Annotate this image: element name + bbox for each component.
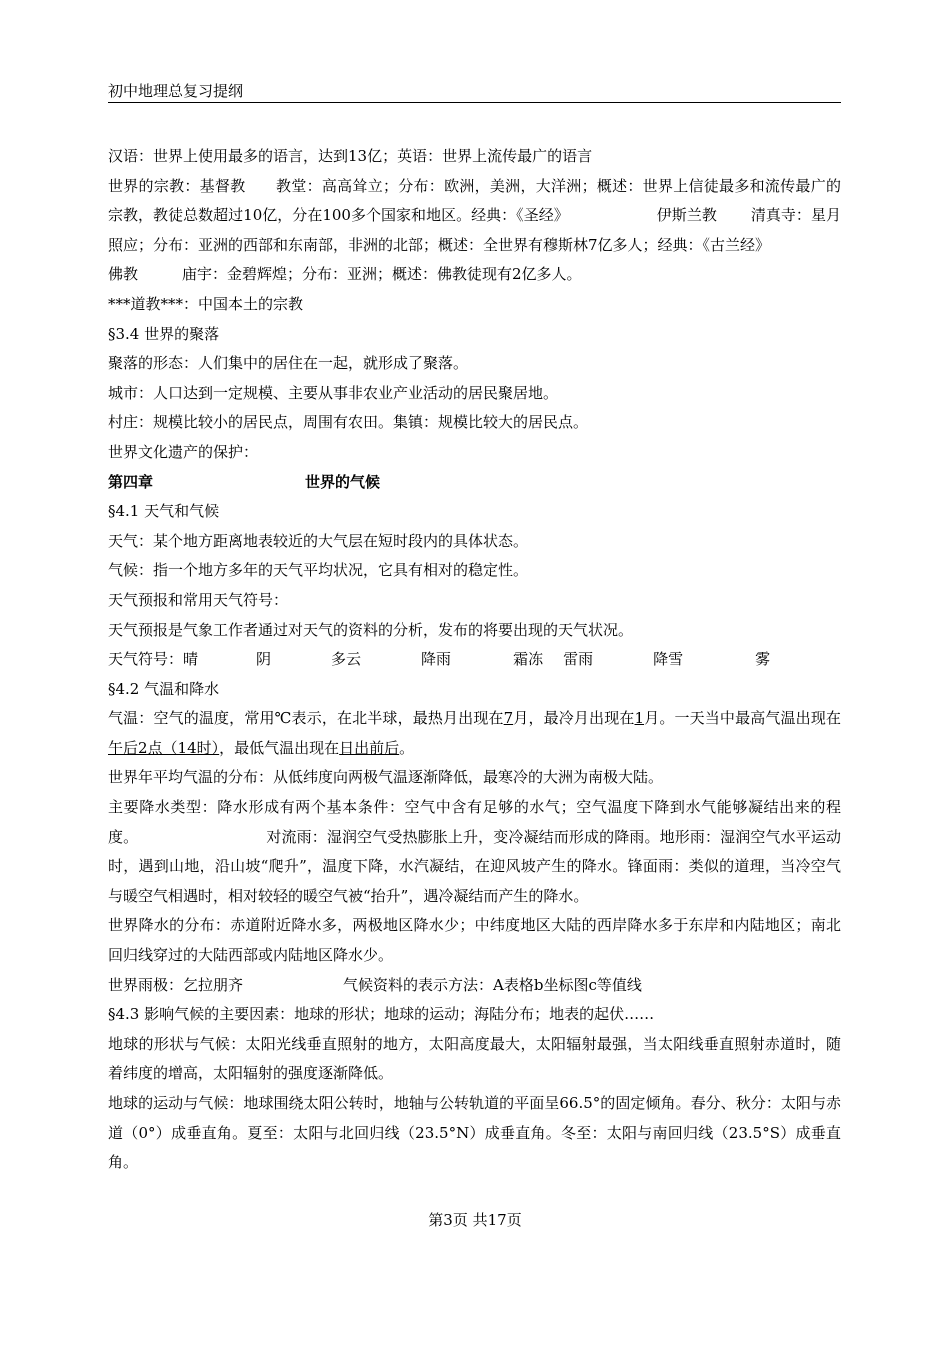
weather-symbol: 降雨 <box>421 650 452 669</box>
text-run: 世界的宗教：基督教 教堂：高高耸立；分布：欧洲，美洲，大洋洲；概述：世界上信徒最多和流传最广的宗教，教徒总数超过10亿，分在100多个国家和地区。经典：《圣经》 <box>108 176 841 225</box>
text-run: 世界雨极：乞拉朋齐 <box>108 975 244 994</box>
chapter-number: 第四章 <box>108 472 154 491</box>
text-run: 气温：空气的温度，常用℃表示，在北半球，最热月出现在 <box>108 709 504 728</box>
temperature-paragraph <box>108 704 841 763</box>
document-body <box>108 142 841 1178</box>
text-run: 天气符号：晴 <box>108 650 199 669</box>
religion-paragraph <box>108 172 841 261</box>
text-line: 天气预报是气象工作者通过对天气的资料的分析，发布的将要出现的天气状况。 <box>108 620 634 639</box>
text-line: 天气预报和常用天气符号： <box>108 590 289 609</box>
weather-symbol: 多云 <box>331 650 362 669</box>
weather-symbol: 雾 <box>755 650 771 669</box>
text-run: 对流雨：湿润空气受热膨胀上升，变冷凝结而形成的降雨。地形雨：湿润空气水平运动时，遇到山地，沿山坡“爬升”，温度下降，水汽凝结，在迎风坡产生的降水。锋面雨：类似的道理，当冷空气与暖空气相遇时，相对较轻的暖空气被“抬升”，遇冷凝结而产生的降水。 <box>108 827 841 905</box>
text-line <box>108 260 841 290</box>
section-heading: §4.1 天气和气候 <box>108 502 220 521</box>
weather-symbol: 雷雨 <box>563 650 594 669</box>
text-line: ***道教***：中国本土的宗教 <box>108 294 304 313</box>
text-run: 。 <box>399 738 415 757</box>
text-line: 城市：人口达到一定规模、主要从事非农业产业活动的居民聚居地。 <box>108 383 559 402</box>
page-header <box>108 80 841 103</box>
weather-symbols-line <box>108 645 841 675</box>
text-run: 气候资料的表示方法：A表格b坐标图c等值线 <box>343 975 642 994</box>
text-run: 月，最冷月出现在 <box>513 709 635 728</box>
text-run: ，最低气温出现在 <box>219 738 340 757</box>
page-footer <box>0 1209 950 1231</box>
text-run: 庙宇：金碧辉煌；分布：亚洲；概述：佛教徒现有2亿多人。 <box>182 265 582 284</box>
text-paragraph: 地球的形状与气候：太阳光线垂直照射的地方，太阳高度最大，太阳辐射最强，当太阳线垂直照射赤道时，随着纬度的增高，太阳辐射的强度逐渐降低。 <box>108 1034 841 1083</box>
text-line: 气候：指一个地方多年的天气平均状况，它具有相对的稳定性。 <box>108 561 529 580</box>
text-line: 世界文化遗产的保护： <box>108 442 259 461</box>
section-heading: §4.2 气温和降水 <box>108 679 220 698</box>
text-paragraph: 世界降水的分布：赤道附近降水多，两极地区降水少；中纬度地区大陆的西岸降水多于东岸和内陆地区；南北回归线穿过的大陆西部或内陆地区降水少。 <box>108 916 841 965</box>
precipitation-paragraph <box>108 793 841 911</box>
underlined-text: 日出前后 <box>339 738 400 757</box>
text-run: 清真寺：星月照应；分布：亚洲的西部和东南部，非洲的北部；概述：全世界有穆斯林7亿多人；经典：《古兰经》 <box>108 206 841 254</box>
text-line: 世界年平均气温的分布：从低纬度向两极气温逐渐降低，最寒冷的大洲为南极大陆。 <box>108 768 664 787</box>
header-title: 初中地理总复习提纲 <box>108 82 244 100</box>
weather-symbol: 阴 <box>256 650 272 669</box>
section-heading: §4.3 影响气候的主要因素：地球的形状；地球的运动；海陆分布；地表的起伏…… <box>108 1005 655 1024</box>
weather-symbol: 霜冻 <box>513 650 544 669</box>
underlined-text: 7 <box>503 709 514 728</box>
text-line: 村庄：规模比较小的居民点，周围有农田。集镇：规模比较大的居民点。 <box>108 413 589 432</box>
text-line: 聚落的形态：人们集中的居住在一起，就形成了聚落。 <box>108 354 469 373</box>
text-run: 主要降水类型：降水形成有两个基本条件：空气中含有足够的水气；空气温度下降到水气能够凝结出来的程度。 <box>108 798 841 846</box>
text-run: 佛教 <box>108 265 139 284</box>
weather-symbol: 降雪 <box>653 650 684 669</box>
text-run: 伊斯兰教 <box>656 206 717 225</box>
chapter-heading <box>108 468 841 498</box>
text-line: 天气：某个地方距离地表较近的大气层在短时段内的具体状态。 <box>108 531 529 550</box>
section-heading: §3.4 世界的聚落 <box>108 324 220 343</box>
chapter-title: 世界的气候 <box>305 472 381 491</box>
text-run: 月。一天当中最高气温出现在 <box>644 709 841 728</box>
text-line: 汉语：世界上使用最多的语言，达到13亿；英语：世界上流传最广的语言 <box>108 147 593 165</box>
text-line <box>108 971 841 1001</box>
underlined-text: 1 <box>634 709 645 728</box>
underlined-text: 午后2点（14时） <box>108 738 220 757</box>
page-number: 第3页 共17页 <box>428 1211 522 1229</box>
text-paragraph: 地球的运动与气候：地球围绕太阳公转时，地轴与公转轨道的平面呈66.5°的固定倾角。春分、秋分：太阳与赤道（0°）成垂直角。夏至：太阳与北回归线（23.5°N）成垂直角。冬至：太阳与南回归线（23.5°S）成垂直角。 <box>108 1094 841 1172</box>
